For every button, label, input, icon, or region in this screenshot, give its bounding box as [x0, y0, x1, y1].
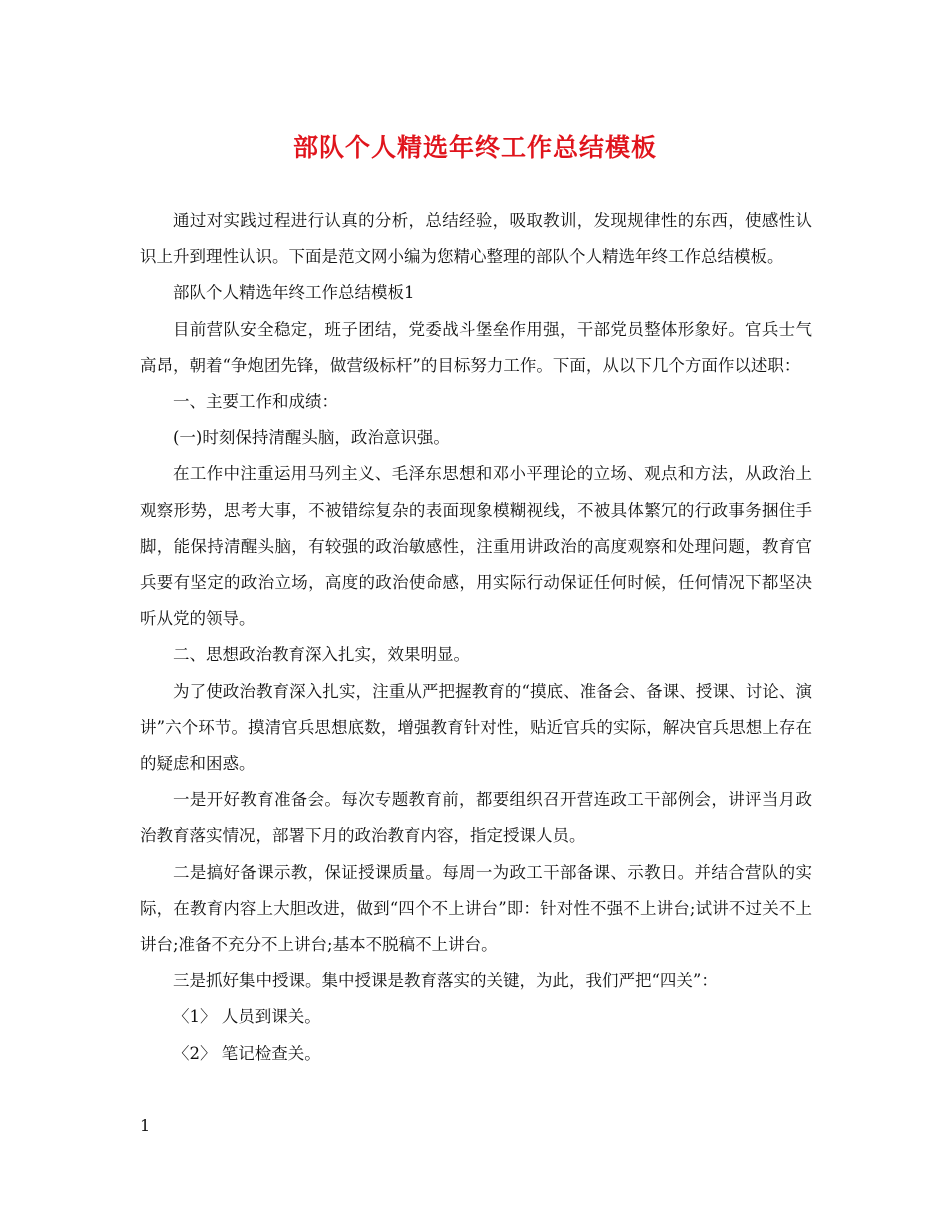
paragraph-subtitle: 部队个人精选年终工作总结模板1: [173, 283, 415, 303]
document-title: 部队个人精选年终工作总结模板: [292, 133, 657, 162]
paragraph-intro: 通过对实践过程进行认真的分析，总结经验，吸取教训，发现规律性的东西，使感性认识上升到理性认识。下面是范文网小编为您精心整理的部队个人精选年终工作总结模板。: [140, 211, 812, 267]
paragraph-overview: 目前营队安全稳定，班子团结，党委战斗堡垒作用强，干部党员整体形象好。官兵士气高昂，朝着“争炮团先锋，做营级标杆”的目标努力工作。下面，从以下几个方面作以述职：: [140, 319, 812, 375]
paragraph-political-awareness: 在工作中注重运用马列主义、毛泽东思想和邓小平理论的立场、观点和方法，从政治上观察形势，思考大事，不被错综复杂的表面现象模糊视线，不被具体繁冗的行政事务捆住手脚，能保持清醒头脑，有较强的政治敏感性，注重用讲政治的高度观察和处理问题，教育官兵要有坚定的政治立场，高度的政治使命感，用实际行动保证任何时候，任何情况下都坚决听从党的领导。: [140, 464, 812, 629]
heading-political-education: 二、思想政治教育深入扎实，效果明显。: [173, 645, 470, 665]
paragraph-centralized-teaching: 三是抓好集中授课。集中授课是教育落实的关键，为此，我们严把“四关”：: [173, 971, 718, 991]
heading-political-awareness: (一)时刻保持清醒头脑，政治意识强。: [173, 428, 450, 448]
document-body: [140, 203, 812, 1072]
list-item-notes-check: 〈2〉 笔记检查关。: [173, 1043, 321, 1063]
paragraph-preparation-meeting: 一是开好教育准备会。每次专题教育前，都要组织召开营连政工干部例会，讲评当月政治教育落实情况，部署下月的政治教育内容，指定授课人员。: [140, 790, 812, 846]
paragraph-political-education: 为了使政治教育深入扎实，注重从严把握教育的“摸底、准备会、备课、授课、讨论、演讲”六个环节。摸清官兵思想底数，增强教育针对性，贴近官兵的实际，解决官兵思想上存在的疑虑和困惑。: [140, 681, 812, 774]
paragraph-lesson-preparation: 二是搞好备课示教，保证授课质量。每周一为政工干部备课、示教日。并结合营队的实际，在教育内容上大胆改进，做到“四个不上讲台”即：针对性不强不上讲台;试讲不过关不上讲台;准备不充分不上讲台;基本不脱稿不上讲台。: [140, 862, 812, 955]
heading-main-work: 一、主要工作和成绩：: [173, 392, 338, 412]
list-item-attendance: 〈1〉 人员到课关。: [173, 1007, 321, 1027]
page-number: 1: [140, 1116, 151, 1135]
